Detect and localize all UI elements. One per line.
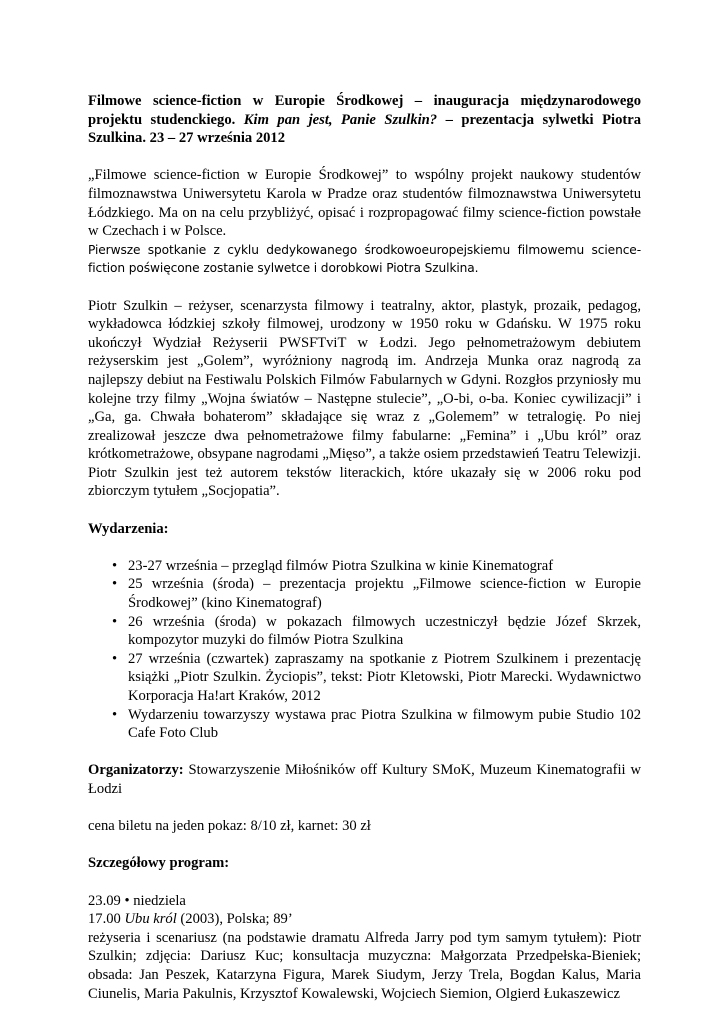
film-credits: reżyseria i scenariusz (na podstawie dramatu Alfreda Jarry pod tym samym tytułem): Piotr Szulkin; zdjęcia: Dariusz Kuc; konsultacja muzyczna: Małgorzata Przedpełska-Bieniek; obsada: Jan Peszek, Katarzyna Figura, Marek Siudym, Jerzy Trela, Bogdan Kalus, Maria Ciunelis, Maria Pakulnis, Krzysztof Kowalewski, Wojciech Siemion, Olgierd Łukaszewicz (88, 929, 641, 1002)
organizers-text: Stowarzyszenie Miłośników off Kultury SMoK, Muzeum Kinematografii w Łodzi (88, 762, 641, 797)
document-page (88, 92, 641, 1003)
ticket-price: cena biletu na jeden pokaz: 8/10 zł, karnet: 30 zł (88, 818, 371, 835)
event-item: • 23-27 września – przegląd filmów Piotra Szulkina w kinie Kinematograf (88, 557, 641, 576)
events-heading: Wydarzenia: (88, 520, 169, 537)
organizers-label: Organizatorzy: (88, 762, 184, 779)
title-italic: Kim pan jest, Panie Szulkin? (243, 111, 438, 128)
intro-note: Pierwsze spotkanie z cyklu dedykowanego środkowoeuropejskiemu filmowemu science-fiction poświęcone zostanie sylwetce i dorobkowi Piotra Szulkina. (88, 242, 641, 276)
bio-paragraph: Piotr Szulkin – reżyser, scenarzysta filmowy i teatralny, aktor, plastyk, prozaik, pedagog, wykładowca łódzkiej szkoły filmowej, urodzony w 1950 roku w Gdańsku. W 1975 roku ukończył Wydział Reżyserii PWSFTviT w Łodzi. Jego pełnometrażowym debiutem reżyserskim jest „Golem”, wyróżniony nagrodą im. Andrzeja Munka oraz nagrodą za najlepszy debiut na Festiwalu Polskich Filmów Fabularnych w Gdyni. Rozgłos przyniosły mu kolejne trzy filmy „Wojna światów – Następne stulecie”, „O-bi, o-ba. Koniec cywilizacji” i „Ga, ga. Chwała bohaterom” składające się wraz z „Golemem” w tetralogię. Po niej zrealizował jeszcze dwa pełnometrażowe filmy fabularne: „Femina” i „Ubu król” oraz krótkometrażowe, obsypane nagrodami „Mięso”, a także osiem przedstawień Teatru Telewizji. Piotr Szulkin jest też autorem tekstów literackich, które ukazały się w 2006 roku pod zbiorczym tytułem „Socjopatia”. (88, 297, 641, 500)
document-title (88, 92, 641, 148)
title-part-1: Filmowe science-fiction w Europie Środkowej – inauguracja międzynarodowego projektu studenckiego. (88, 93, 641, 128)
program-heading: Szczegółowy program: (88, 855, 230, 872)
organizers-paragraph (88, 761, 641, 798)
program-day: 23.09 • niedziela (88, 892, 186, 909)
screening-time: 17.00 (88, 911, 125, 928)
event-item: • 26 września (środa) w pokazach filmowych uczestniczył będzie Józef Skrzek, kompozytor muzyki do filmów Piotra Szulkina (88, 613, 641, 650)
event-item: • 25 września (środa) – prezentacja projektu „Filmowe science-fiction w Europie Środkowej” (kino Kinematograf) (88, 575, 641, 612)
event-item: • 27 września (czwartek) zapraszamy na spotkanie z Piotrem Szulkinem i prezentację książki „Piotr Szulkin. Życiopis”, tekst: Piotr Kletowski, Piotr Marecki. Wydawnictwo Korporacja Ha!art Kraków, 2012 (88, 650, 641, 706)
film-info: (2003), Polska; 89’ (176, 911, 293, 928)
title-part-2: – prezentacja sylwetki Piotra Szulkina. 23 – 27 września 2012 (88, 111, 642, 147)
film-title: Ubu król (124, 911, 177, 928)
event-item: • Wydarzeniu towarzyszy wystawa prac Piotra Szulkina w filmowym pubie Studio 102 Cafe Foto Club (88, 706, 641, 743)
intro-paragraph: „Filmowe science-fiction w Europie Środkowej” to wspólny projekt naukowy studentów filmoznawstwa Uniwersytetu Karola w Pradze oraz studentów filmoznawstwa Uniwersytetu Łódzkiego. Ma on na celu przybliżyć, opisać i rozpropagować filmy science-fiction powstałe w Czechach i w Polsce. (88, 167, 641, 240)
events-list (88, 557, 641, 743)
program-screening (88, 910, 641, 929)
